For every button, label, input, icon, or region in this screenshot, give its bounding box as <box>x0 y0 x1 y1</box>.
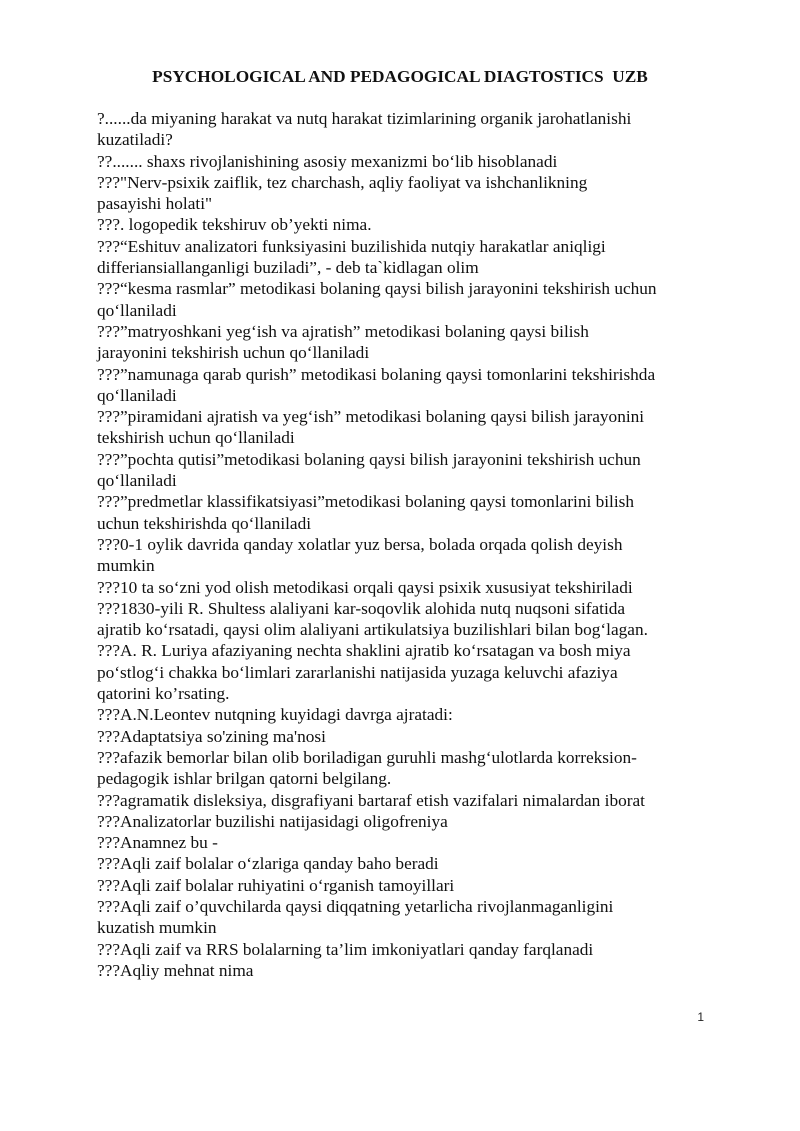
page-number: 1 <box>697 1010 704 1024</box>
question-item: ???agramatik disleksiya, disgrafiyani bartaraf etish vazifalari nimalardan iborat <box>97 790 645 810</box>
question-item: ???Aqliy mehnat nima <box>97 960 254 980</box>
question-item: ???Aqli zaif bolalar o‘zlariga qanday baho beradi <box>97 854 439 874</box>
page-title: PSYCHOLOGICAL AND PEDAGOGICAL DIAGTOSTICS UZB <box>152 67 648 86</box>
question-item: ???Aqli zaif bolalar ruhiyatini o‘rganish tamoyillari <box>97 875 455 895</box>
question-item: ???Anamnez bu - <box>97 833 218 853</box>
question-item: ???0-1 oylik davrida qanday xolatlar yuz bersa, bolada orqada qolish deyish mumkin <box>97 534 623 576</box>
question-item: ???Aqli zaif o’quvchilarda qaysi diqqatning yetarlicha rivojlanmaganligini kuzatish mumkin <box>97 896 614 938</box>
question-item: ???“kesma rasmlar” metodikasi bolaning qaysi bilish jarayonini tekshirish uchun qo‘llaniladi <box>97 279 657 320</box>
question-item: ???1830-yili R. Shultess alaliyani kar-soqovlik alohida nutq nuqsoni sifatida ajratib ko‘rsatadi, qaysi olim alaliyani artikulatsiya buzilishlari bilan bog‘lagan. <box>97 598 648 640</box>
question-item: ???Adaptatsiya so'zining ma'nosi <box>97 726 326 746</box>
question-item: ???afazik bemorlar bilan olib boriladigan guruhli mashg‘ulotlarda korreksion- pedagogik ishlar brilgan qatorni belgilang. <box>97 747 637 789</box>
question-item: ???. logopedik tekshiruv ob’yekti nima. <box>97 215 372 235</box>
question-list <box>97 108 703 981</box>
question-item: ???”piramidani ajratish va yeg‘ish” metodikasi bolaning qaysi bilish jarayonini tekshirish uchun qo‘llaniladi <box>97 407 645 448</box>
question-item: ???”matryoshkani yeg‘ish va ajratish” metodikasi bolaning qaysi bilish jarayonini tekshirish uchun qo‘llaniladi <box>97 321 589 363</box>
question-item: ???”namunaga qarab qurish” metodikasi bolaning qaysi tomonlarini tekshirishda qo‘llaniladi <box>97 364 656 405</box>
question-item: ?......da miyaning harakat va nutq harakat tizimlarining organik jarohatlanishi kuzatiladi? <box>97 109 632 150</box>
question-item: ???“Eshituv analizatori funksiyasini buzilishida nutqiy harakatlar aniqligi differiansiallanganligi buziladi”, - deb ta`kidlagan olim <box>97 236 606 278</box>
question-item: ???Aqli zaif va RRS bolalarning ta’lim imkoniyatlari qanday farqlanadi <box>97 939 594 959</box>
question-item: ???A. R. Luriya afaziyaning nechta shaklini ajratib ko‘rsatagan va bosh miya po‘stlog‘i chakka bo‘limlari zararlanishi natijasida yuzaga keluvchi afaziya qatorini ko’rsating. <box>97 641 631 704</box>
question-item: ???A.N.Leontev nutqning kuyidagi davrga ajratadi: <box>97 705 453 725</box>
question-item: ???10 ta so‘zni yod olish metodikasi orqali qaysi psixik xususiyat tekshiriladi <box>97 577 633 597</box>
question-item: ???"Nerv-psixik zaiflik, tez charchash, aqliy faoliyat va ishchanlikning pasayishi holati" <box>97 172 588 214</box>
question-item: ???Analizatorlar buzilishi natijasidagi oligofreniya <box>97 811 448 831</box>
question-item: ???”predmetlar klassifikatsiyasi”metodikasi bolaning qaysi tomonlarini bilish uchun tekshirishda qo‘llaniladi <box>97 492 635 533</box>
question-item: ???”pochta qutisi”metodikasi bolaning qaysi bilish jarayonini tekshirish uchun qo‘llaniladi <box>97 449 641 491</box>
question-item: ??....... shaxs rivojlanishining asosiy mexanizmi bo‘lib hisoblanadi <box>97 151 558 171</box>
